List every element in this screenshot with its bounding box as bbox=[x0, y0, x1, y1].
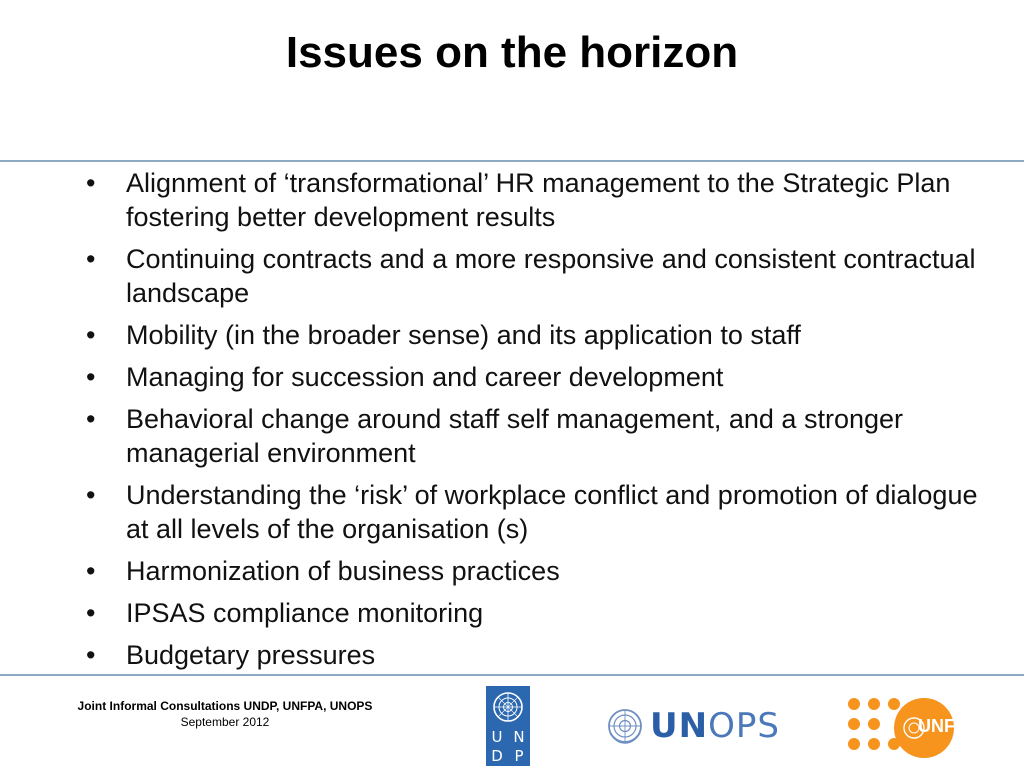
bullet-item bbox=[86, 554, 986, 588]
bullet-text: Managing for succession and career development bbox=[126, 362, 724, 392]
slide-title: Issues on the horizon bbox=[285, 28, 739, 77]
unops-ops: OPS bbox=[708, 706, 780, 746]
unfpa-logo bbox=[844, 694, 979, 760]
bottom-divider bbox=[0, 674, 1024, 676]
unops-logo bbox=[606, 705, 796, 747]
top-divider bbox=[0, 160, 1024, 162]
bullet-icon: • bbox=[86, 598, 96, 628]
bullet-list bbox=[86, 166, 986, 680]
unops-un: UN bbox=[650, 706, 709, 746]
undp-letter: P bbox=[514, 747, 524, 765]
bullet-text: Harmonization of business practices bbox=[126, 556, 560, 586]
un-emblem-icon bbox=[606, 707, 644, 745]
undp-logo bbox=[486, 686, 530, 766]
bullet-icon: • bbox=[86, 320, 96, 350]
bullet-icon: • bbox=[86, 362, 96, 392]
bullet-icon: • bbox=[86, 480, 96, 510]
bullet-item bbox=[86, 166, 986, 234]
undp-letter: N bbox=[513, 728, 525, 746]
bullet-text: Budgetary pressures bbox=[126, 640, 376, 670]
unops-wordmark bbox=[650, 705, 780, 747]
bullet-item bbox=[86, 318, 986, 352]
footer-title: Joint Informal Consultations UNDP, UNFPA, UNOPS bbox=[77, 699, 373, 713]
bullet-item bbox=[86, 478, 986, 546]
bullet-text: Mobility (in the broader sense) and its application to staff bbox=[126, 320, 801, 350]
bullet-item bbox=[86, 638, 986, 672]
un-emblem-icon bbox=[491, 690, 525, 724]
bullet-icon: • bbox=[86, 556, 96, 586]
bullet-item bbox=[86, 360, 986, 394]
bullet-icon: • bbox=[86, 168, 96, 198]
unfpa-wordmark: UNFPA bbox=[918, 716, 979, 736]
footer-date: September 2012 bbox=[180, 715, 270, 729]
bullet-icon: • bbox=[86, 640, 96, 670]
bullet-text: Alignment of ‘transformational’ HR management to the Strategic Plan fostering better development results bbox=[126, 168, 951, 232]
bullet-item bbox=[86, 242, 986, 310]
bullet-icon: • bbox=[86, 404, 96, 434]
undp-letter: D bbox=[491, 747, 503, 765]
undp-letter: U bbox=[491, 728, 503, 746]
undp-letters bbox=[486, 728, 530, 766]
bullet-text: IPSAS compliance monitoring bbox=[126, 598, 484, 628]
footer bbox=[60, 698, 390, 730]
bullet-item bbox=[86, 402, 986, 470]
bullet-icon: • bbox=[86, 244, 96, 274]
bullet-text: Continuing contracts and a more responsive and consistent contractual landscape bbox=[126, 244, 976, 308]
bullet-text: Understanding the ‘risk’ of workplace conflict and promotion of dialogue at all levels of the organisation (s) bbox=[126, 480, 978, 544]
bullet-text: Behavioral change around staff self management, and a stronger managerial environment bbox=[126, 404, 904, 468]
bullet-item bbox=[86, 596, 986, 630]
